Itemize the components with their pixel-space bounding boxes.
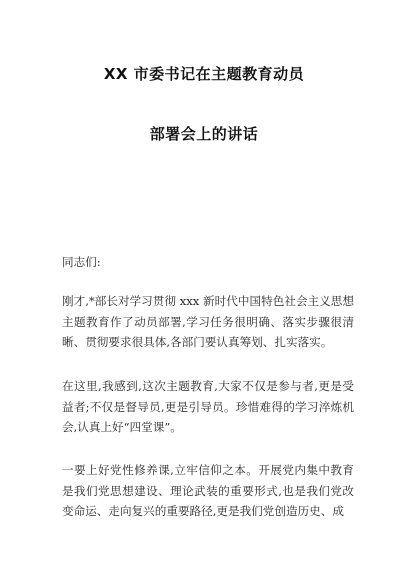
paragraph-1: 刚才,*部长对学习贯彻 xxx 新时代中国特色社会主义思想主题教育作了动员部署,学习任务很明确、落实步骤很清晰、贯彻要求很具体,各部门要认真筹划、扎实落实。 (62, 294, 354, 349)
salutation: 同志们: (62, 255, 101, 269)
paragraph-3: 一要上好党性修养课,立牢信仰之本。开展党内集中教育是我们党思想建设、理论武装的重要形式,也是我们党改变命运、走向复兴的重要路径,更是我们党创造历史、成 (62, 463, 354, 518)
document-title-line-2: 部署会上的讲话 (149, 125, 259, 143)
document-title-line-1: XX 市委书记在主题教育动员 (103, 65, 305, 83)
paragraph-2: 在这里,我感到,这次主题教育,大家不仅是参与者,更是受益者;不仅是督导员,更是引导员。珍惜难得的学习淬炼机会,认真上好“四堂课”。 (62, 379, 354, 434)
